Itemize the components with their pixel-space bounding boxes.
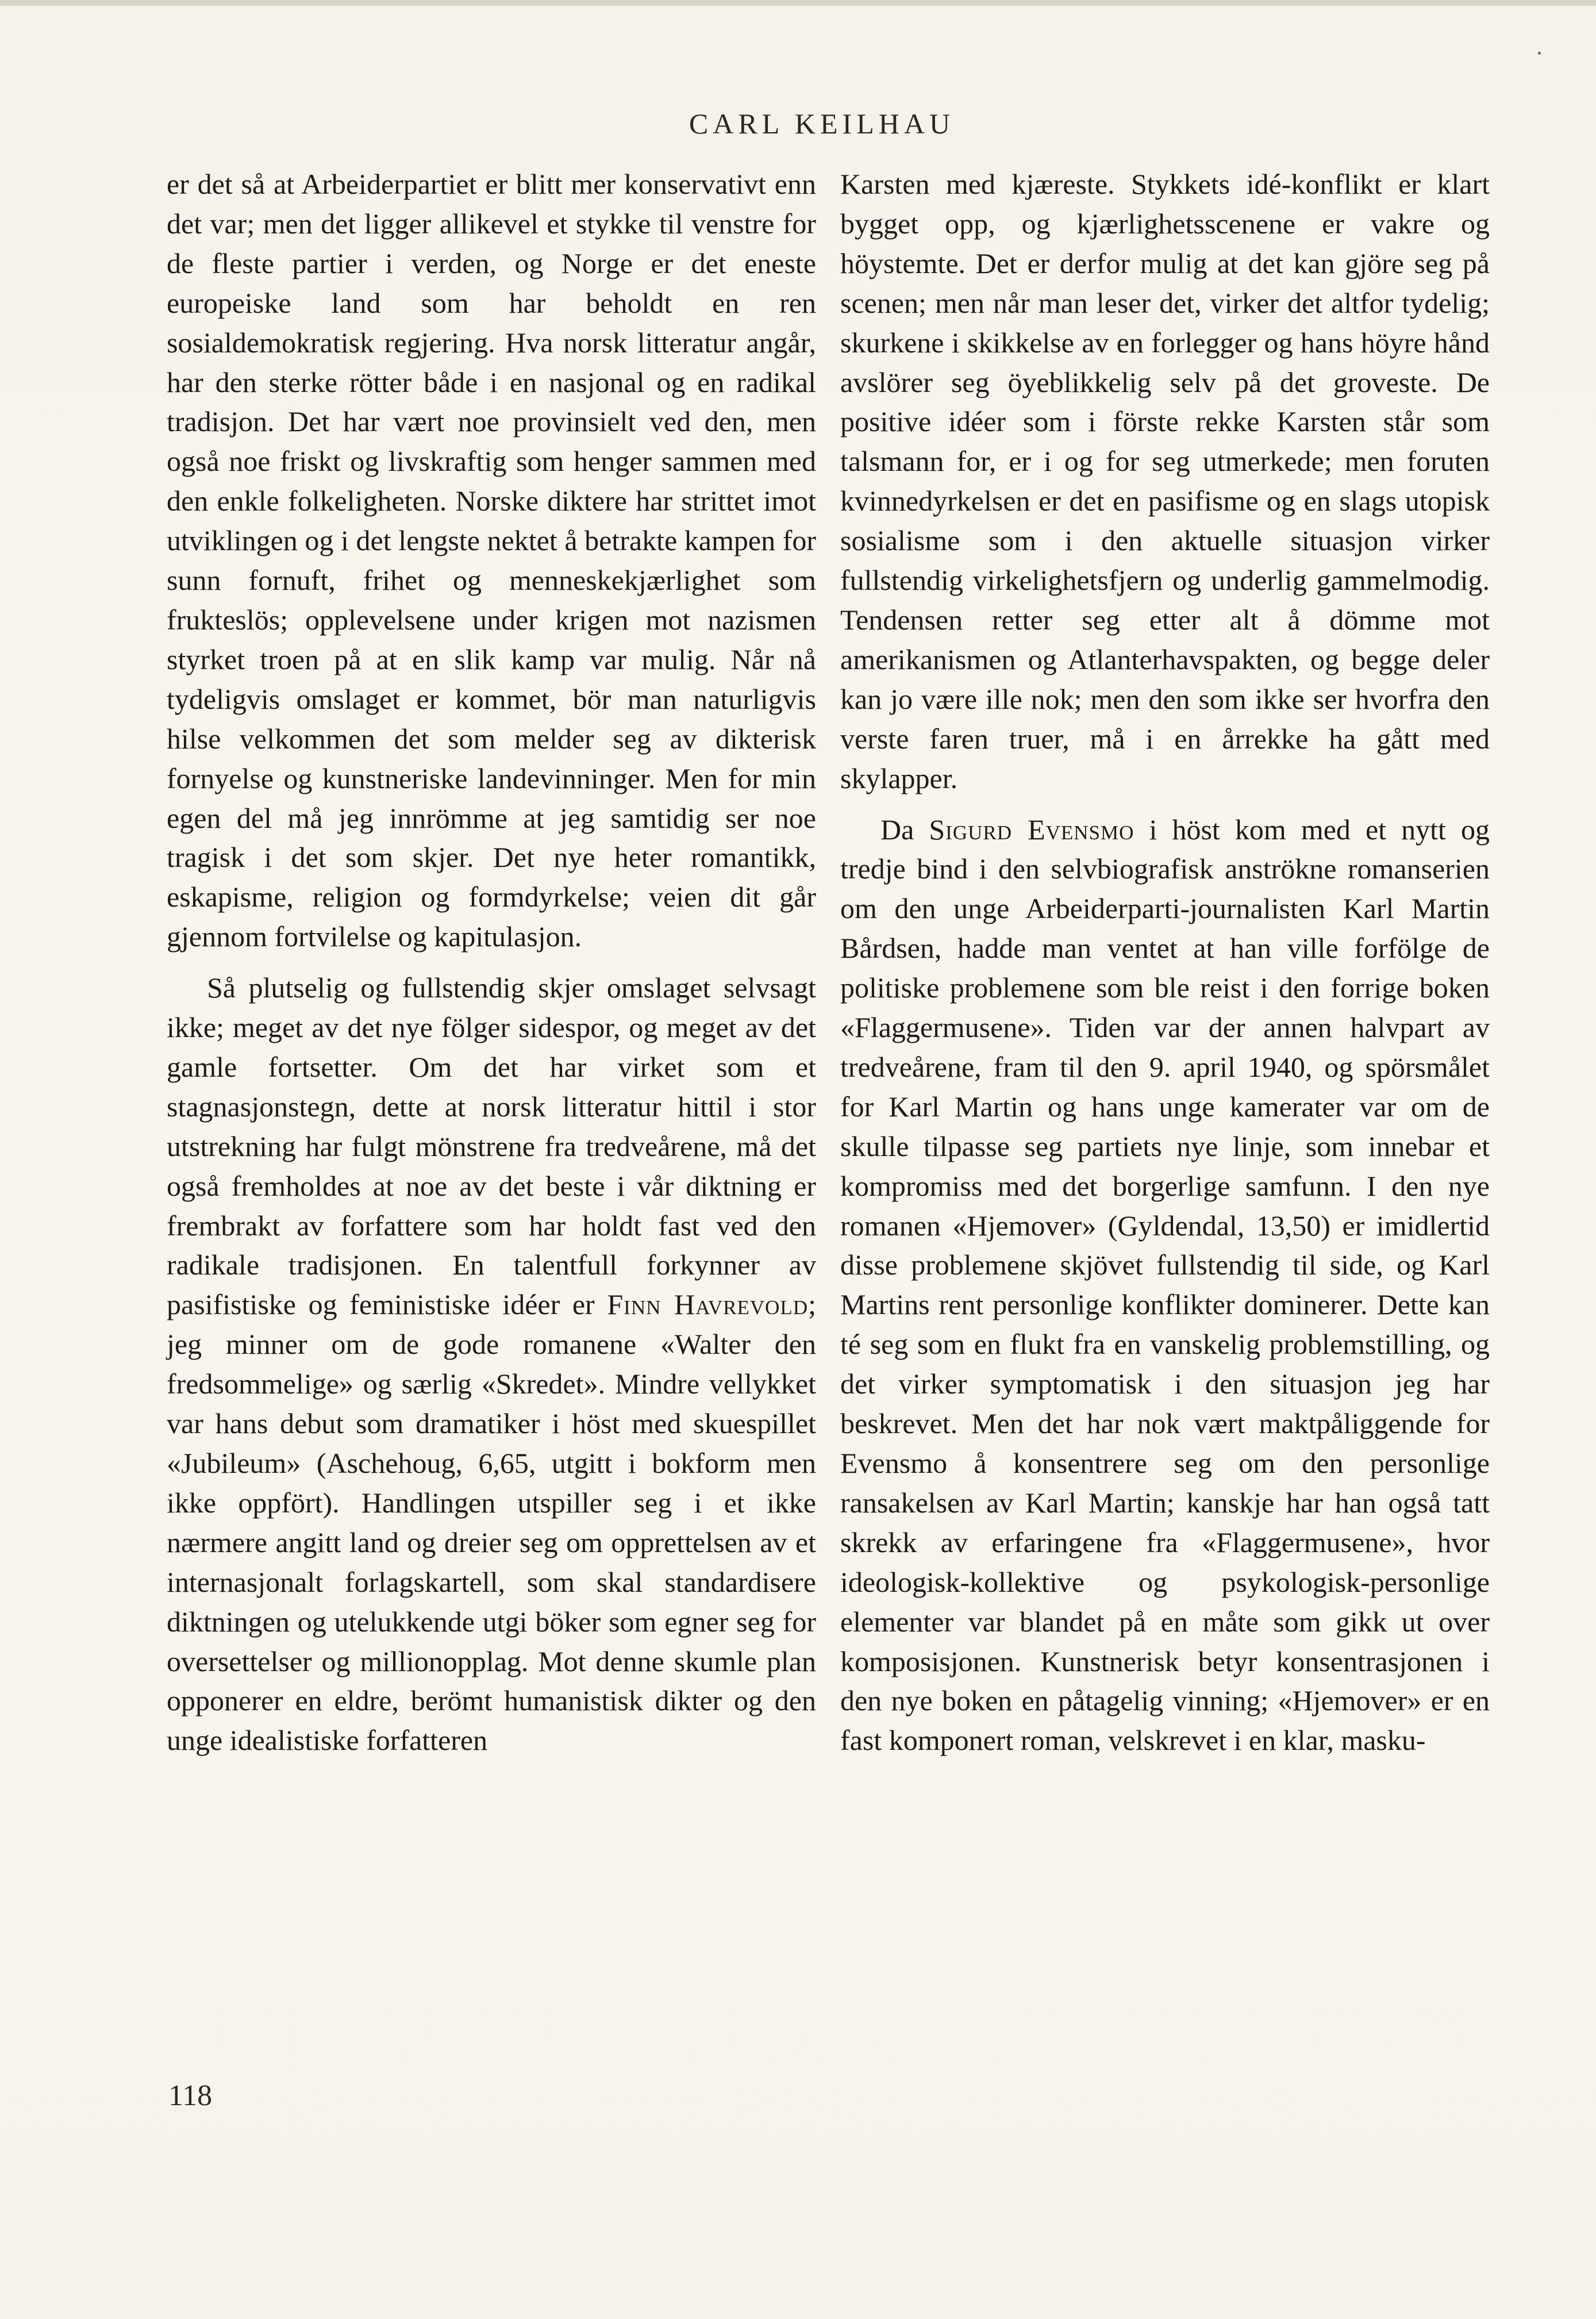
author-name-evensmo: Sigurd Evensmo xyxy=(929,813,1134,846)
author-name-havrevold: Finn Havrevold xyxy=(607,1288,809,1321)
right-paragraph-2-end: i höst kom med et nytt og tredje bind i den selvbiografisk anströkne romanserien om den unge Arbeiderparti-journalisten Karl Martin Bårdsen, hadde man ventet at han ville forfölge de politiske problemene som ble reist i den forrige boken «Flaggermusene». Tiden var der annen halvpart av tredveårene, fram til den 9. april 1940, og spörsmålet for Karl Martin og hans unge kamerater var om de skulle tilpasse seg partiets nye linje, som innebar et kompromiss med det borgerlige samfunn. I den nye romanen «Hjemover» (Gyldendal, 13,50) er imidlertid disse problemene skjövet fullstendig til side, og Karl Martins rent personlige konflikter dominerer. Dette kan té seg som en flukt fra en vanskelig problemstilling, og det virker symptomatisk i den situasjon jeg har beskrevet. Men det har nok vært maktpåliggende for Evensmo å konsentrere seg om den personlige ransakelsen av Karl Martin; kanskje har han også tatt skrekk av erfaringene fra «Flaggermusene», hvor ideologisk-kollektive og psykologisk-personlige elementer var blandet på en måte som gikk ut over komposisjonen. Kunstnerisk betyr konsentrasjonen i den nye boken en påtagelig vinning; «Hjemover» er en fast komponert roman, velskrevet i en klar, masku- xyxy=(840,813,1490,1757)
dust-speck xyxy=(1538,52,1541,55)
left-paragraph-2 xyxy=(167,968,816,1760)
page-number: 118 xyxy=(168,2079,213,2112)
right-paragraph-2 xyxy=(840,810,1490,1761)
left-paragraph-2-end: ; jeg minner om de gode romanene «Walter den fredsommelige» og særlig «Skredet». Mindre vellykket var hans debut som dramatiker i höst med skuespillet «Jubileum» (Aschehoug, 6,65, utgitt i bokform men ikke oppfört). Handlingen utspiller seg i et ikke nærmere angitt land og dreier seg om opprettelsen av et internasjonalt forlagskartell, som skal standardisere diktningen og utelukkende utgi böker som egner seg for oversettelser og millionopplag. Mot denne skumle plan opponerer en eldre, berömt humanistisk dikter og den unge idealistiske forfatteren xyxy=(167,1288,816,1757)
left-paragraph-2-start: Så plutselig og fullstendig skjer omslaget selvsagt ikke; meget av det nye fölger sidespor, og meget av det gamle fortsetter. Om det har virket som et stagnasjonstegn, dette at norsk litteratur hittil i stor utstrekning har fulgt mönstrene fra tredveårene, må det også fremholdes at noe av det beste i vår diktning er frembrakt av forfattere som har holdt fast ved den radikale tradisjonen. En talentfull forkynner av pasifistiske og feministiske idéer er xyxy=(167,972,816,1321)
left-column xyxy=(167,164,816,1760)
left-paragraph-1: er det så at Arbeiderpartiet er blitt mer konservativt enn det var; men det ligger allikevel et stykke til venstre for de fleste partier i verden, og Norge er det eneste europeiske land som har beholdt en ren sosialdemokratisk regjering. Hva norsk litteratur angår, har den sterke rötter både i en nasjonal og en radikal tradisjon. Det har vært noe provinsielt ved den, men også noe friskt og livskraftig som henger sammen med den enkle folkeligheten. Norske diktere har strittet imot utviklingen og i det lengste nektet å betrakte kampen for sunn fornuft, frihet og menneskekjærlighet som frukteslös; opplevelsene under krigen mot nazismen styrket troen på at en slik kamp var mulig. Når nå tydeligvis omslaget er kommet, bör man naturligvis hilse velkommen det som melder seg av dikterisk fornyelse og kunstneriske landevinninger. Men for min egen del må jeg innrömme at jeg samtidig ser noe tragisk i det som skjer. Det nye heter romantikk, eskapisme, religion og formdyrkelse; veien dit går gjennom fortvilelse og kapitulasjon. xyxy=(167,168,816,953)
running-head: CARL KEILHAU xyxy=(689,107,955,140)
right-paragraph-2-start: Da xyxy=(880,813,929,846)
scan-edge xyxy=(0,0,1596,6)
right-column xyxy=(840,164,1490,1760)
right-paragraph-1: Karsten med kjæreste. Stykkets idé-konflikt er klart bygget opp, og kjærlighetsscenene er vakre og höystemte. Det er derfor mulig at det kan gjöre seg på scenen; men når man leser det, virker det altfor tydelig; skurkene i skikkelse av en forlegger og hans höyre hånd avslörer seg öyeblikkelig selv på det groveste. De positive idéer som i förste rekke Karsten står som talsmann for, er i og for seg utmerkede; men foruten kvinnedyrkelsen er det en pasifisme og en slags utopisk sosialisme som i den aktuelle situasjon virker fullstendig virkelighetsfjern og underlig gammelmodig. Tendensen retter seg etter alt å dömme mot amerikanismen og Atlanterhavspakten, og begge deler kan jo være ille nok; men den som ikke ser hvorfra den verste faren truer, må i en årrekke ha gått med skylapper. xyxy=(840,168,1490,794)
